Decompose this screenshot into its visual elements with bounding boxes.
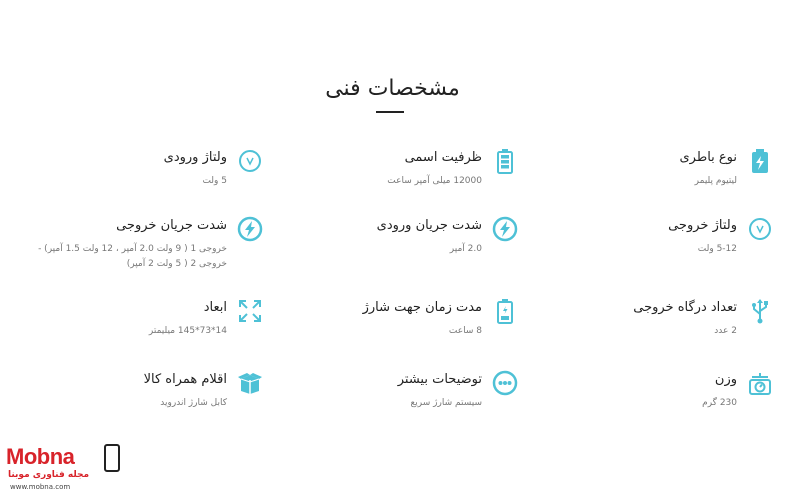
- spec-label: توضیحات بیشتر: [397, 372, 482, 387]
- spec-value: 5-12 ولت: [697, 244, 737, 254]
- spec-label: شدت جریان خروجی: [116, 218, 227, 233]
- spec-value: 2 عدد: [714, 326, 737, 336]
- spec-value: 230 گرم: [702, 398, 737, 408]
- spec-label: ظرفیت اسمی: [404, 150, 482, 165]
- voltage-icon: [237, 148, 263, 174]
- spec-label: اقلام همراه کالا: [143, 372, 227, 387]
- lightning-icon: [492, 216, 518, 242]
- title-underline: [376, 111, 404, 113]
- spec-value: 14*73*145 میلیمتر: [148, 326, 227, 336]
- scale-icon: [747, 370, 773, 396]
- phone-icon: [104, 444, 120, 472]
- more-icon: [492, 370, 518, 396]
- spec-value: 12000 میلی آمپر ساعت: [387, 176, 482, 186]
- spec-value: لیتیوم پلیمر: [694, 176, 737, 186]
- spec-value: خروجی 1 ( 9 ولت 2.0 آمپر ، 12 ولت 1.5 آمپر) - خروجی 2 ( 5 ولت 2 آمپر): [38, 244, 227, 269]
- spec-label: ولتاژ خروجی: [668, 218, 737, 233]
- spec-label: تعداد درگاه خروجی: [633, 300, 737, 315]
- voltage-icon: [747, 216, 773, 242]
- usb-icon: [747, 298, 773, 324]
- spec-label: شدت جریان ورودی: [376, 218, 482, 233]
- watermark-logo: Mobna: [6, 444, 75, 469]
- spec-value: کابل شارژ اندروید: [160, 398, 227, 408]
- spec-label: ولتاژ ورودی: [163, 150, 227, 165]
- watermark-tagline: مجله فناوری موبنا: [8, 470, 90, 480]
- spec-label: ابعاد: [203, 300, 227, 315]
- spec-label: مدت زمان جهت شارژ: [362, 300, 482, 315]
- watermark-url: www.mobna.com: [10, 483, 71, 491]
- battery-icon: [747, 148, 773, 174]
- spec-value: 5 ولت: [202, 176, 227, 186]
- watermark: [4, 440, 124, 490]
- dimensions-icon: [237, 298, 263, 324]
- battery-full-icon: [492, 148, 518, 174]
- spec-value: سیستم شارژ سریع: [410, 398, 482, 408]
- spec-value: 8 ساعت: [448, 326, 482, 336]
- spec-value: 2.0 آمپر: [449, 244, 482, 254]
- lightning-icon: [237, 216, 263, 242]
- package-icon: [237, 370, 263, 396]
- spec-label: نوع باطری: [679, 150, 737, 165]
- page-title: مشخصات فنی: [325, 76, 460, 101]
- charging-time-icon: [492, 298, 518, 324]
- spec-label: وزن: [714, 372, 737, 387]
